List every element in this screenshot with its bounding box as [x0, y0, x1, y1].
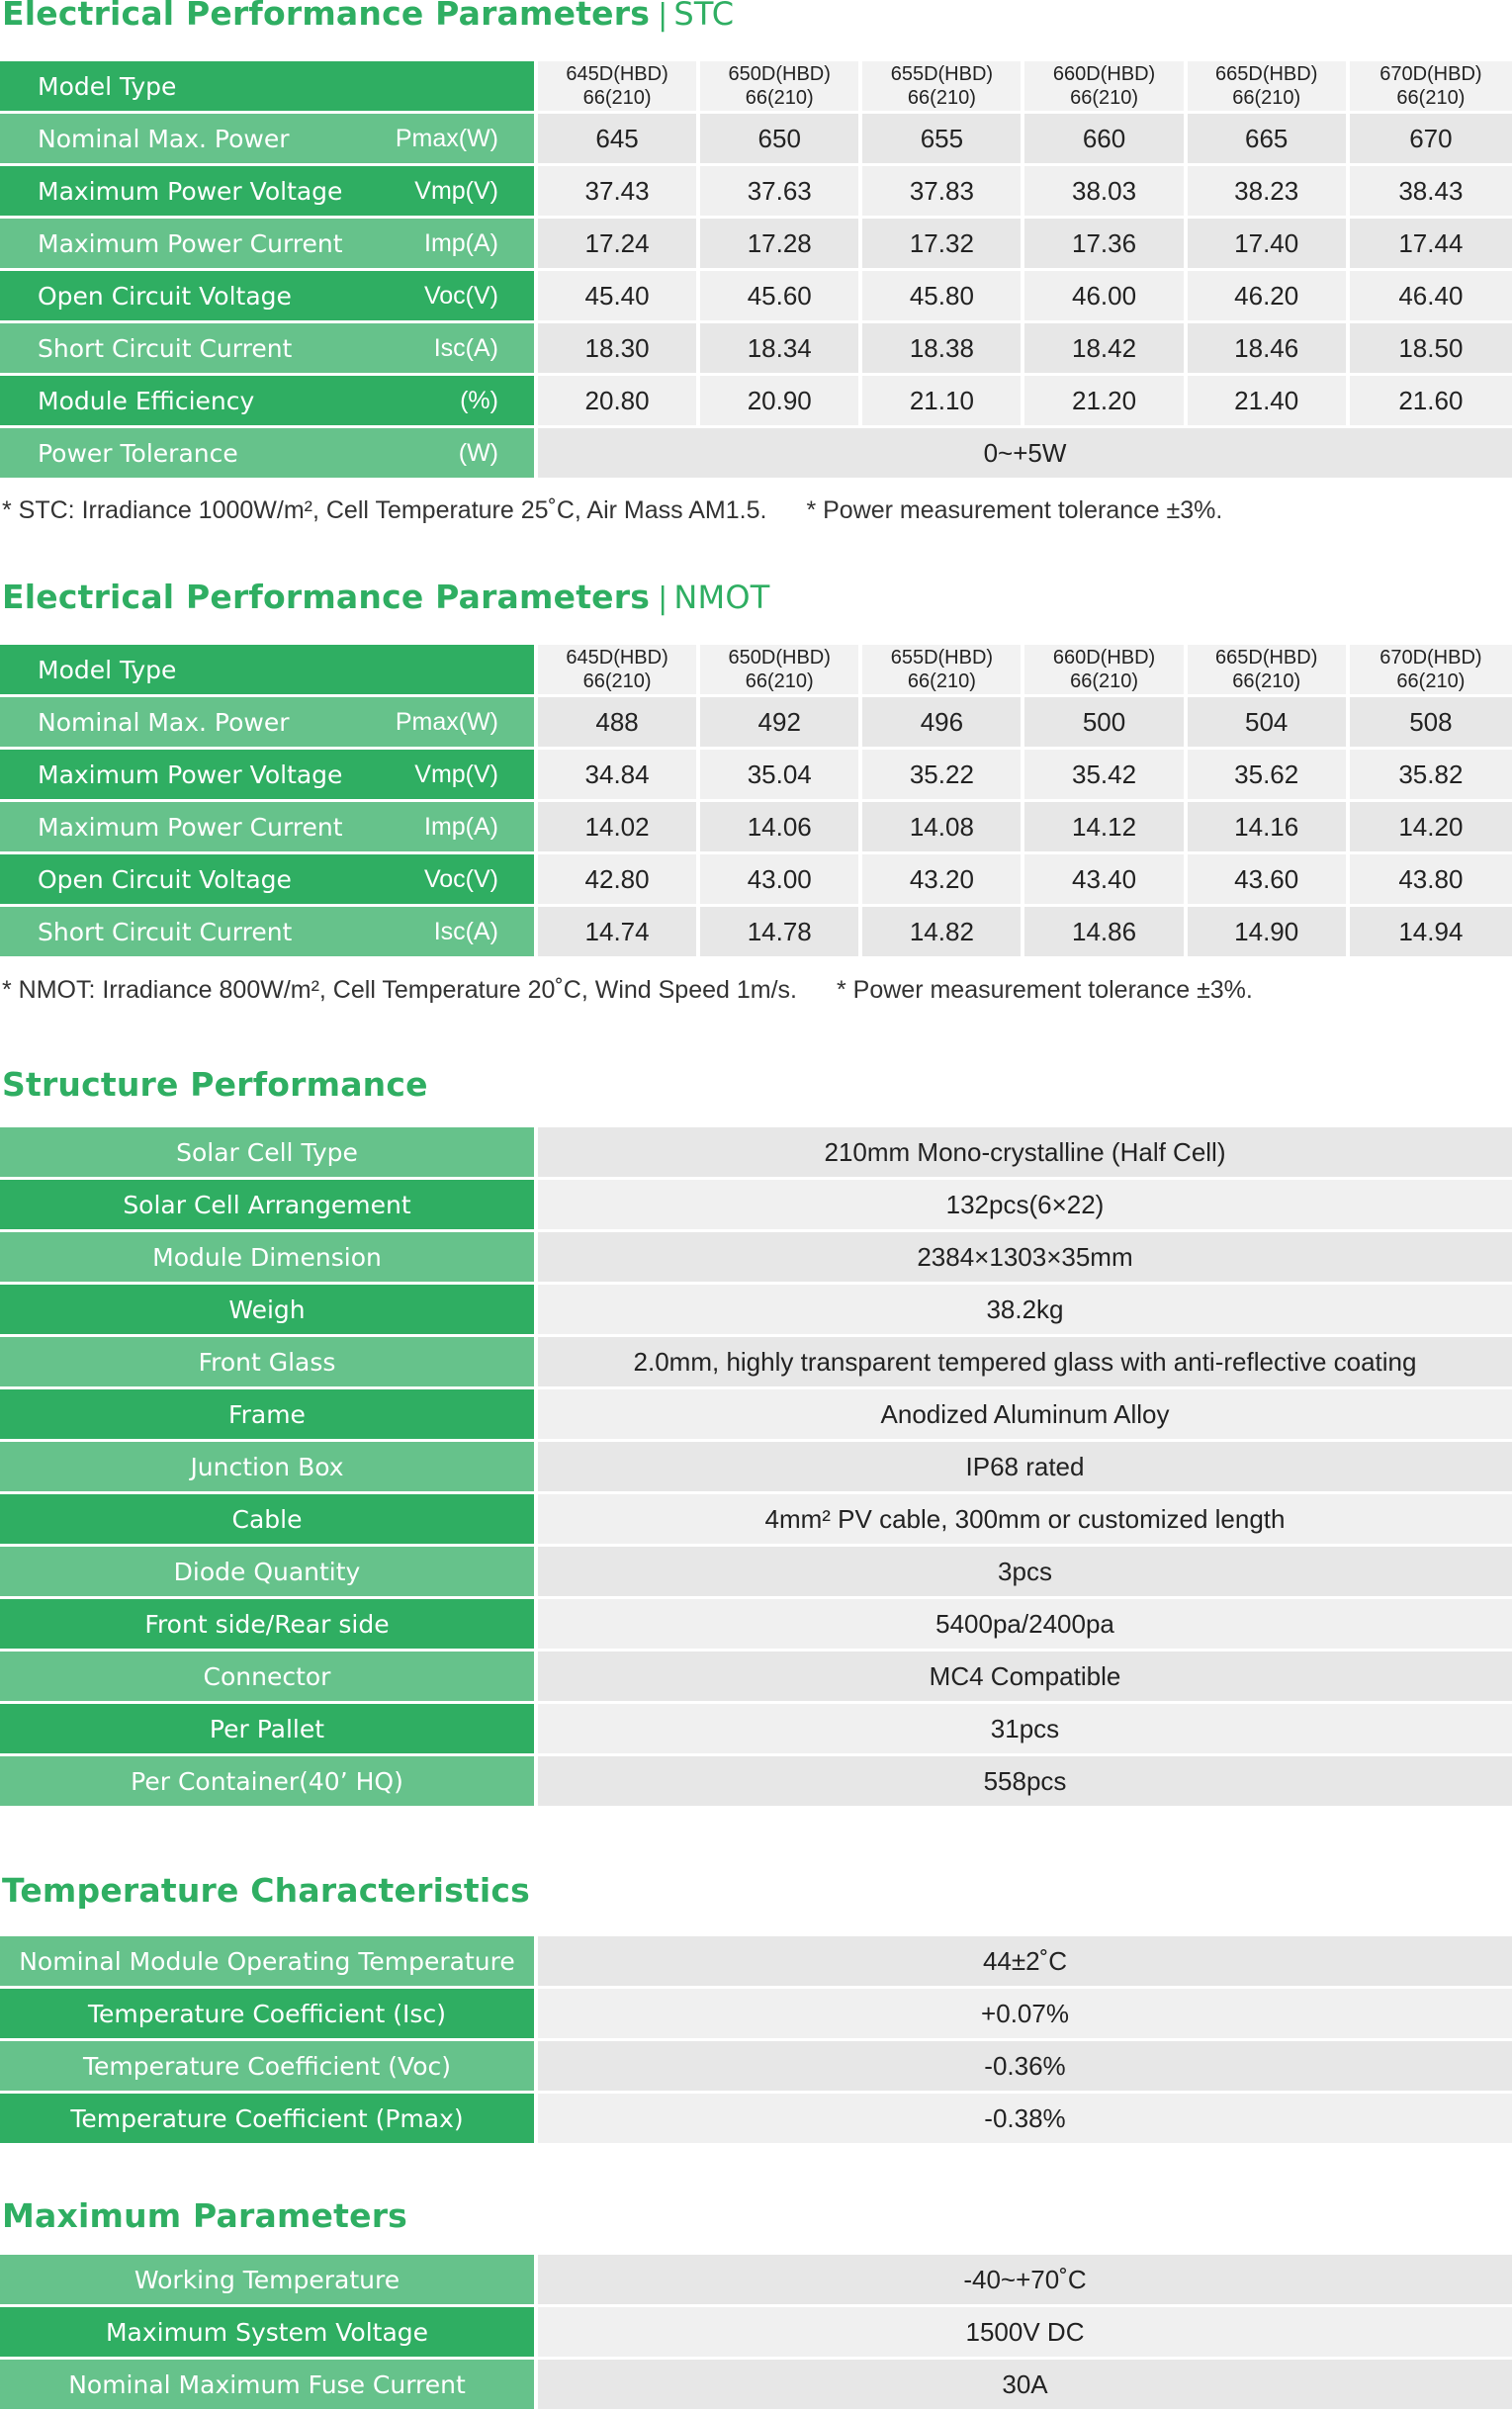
- param-label-wrap: [0, 229, 534, 258]
- structure-label-cell: Frame: [0, 1389, 538, 1442]
- param-value-cell: 18.50: [1350, 323, 1512, 376]
- tolerance-value-cell: 0~+5W: [538, 428, 1512, 481]
- structure-row: [0, 1389, 1512, 1442]
- structure-title-text: Structure Performance: [2, 1065, 428, 1104]
- structure-value-cell: IP68 rated: [538, 1442, 1512, 1494]
- model-name-cell: [1350, 61, 1512, 114]
- nmot-note-tolerance: * Power measurement tolerance ±3%.: [837, 976, 1253, 1004]
- model-name-line2: 66(210): [1396, 670, 1466, 692]
- structure-row: [0, 1232, 1512, 1285]
- param-value-cell: 38.43: [1350, 166, 1512, 219]
- param-label-wrap: [0, 760, 534, 789]
- param-row: [0, 750, 1512, 802]
- param-value-cell: 492: [700, 697, 862, 750]
- param-label-wrap: [0, 177, 534, 206]
- model-name-line2: 66(210): [1070, 670, 1139, 692]
- stc-section-title: Electrical Performance Parameters | STC: [2, 0, 734, 33]
- param-label-wrap: [0, 387, 534, 415]
- param-label-wrap: [0, 334, 534, 363]
- param-row: [0, 166, 1512, 219]
- param-unit: Imp(A): [424, 228, 498, 257]
- structure-value-cell: 558pcs: [538, 1756, 1512, 1809]
- param-row: [0, 854, 1512, 907]
- param-value-cell: 645: [538, 114, 700, 166]
- param-value-cell: 43.60: [1188, 854, 1350, 907]
- param-label: Maximum Power Current: [38, 228, 343, 258]
- param-value-cell: 45.40: [538, 271, 700, 323]
- model-name-cell: [700, 61, 862, 114]
- maximum-row: [0, 2307, 1512, 2360]
- maximum-value-cell: 1500V DC: [538, 2307, 1512, 2360]
- param-row: [0, 376, 1512, 428]
- structure-label-cell: Solar Cell Arrangement: [0, 1180, 538, 1232]
- param-value-cell: 504: [1188, 697, 1350, 750]
- model-name-cell: [1350, 645, 1512, 697]
- structure-row: [0, 1547, 1512, 1599]
- param-label: Open Circuit Voltage: [38, 864, 292, 894]
- param-value-cell: 21.20: [1024, 376, 1187, 428]
- param-value-cell: 46.00: [1024, 271, 1187, 323]
- structure-row: [0, 1180, 1512, 1232]
- param-value-cell: 21.60: [1350, 376, 1512, 428]
- param-value-cell: 43.40: [1024, 854, 1187, 907]
- maximum-label-cell: Working Temperature: [0, 2255, 538, 2307]
- nmot-title-text: Electrical Performance Parameters: [2, 578, 651, 616]
- temperature-label-cell: Temperature Coefficient (Voc): [0, 2041, 538, 2094]
- nmot-tag: NMOT: [673, 579, 770, 616]
- nmot-table: [0, 645, 1512, 959]
- maximum-section-title: [2, 2196, 407, 2235]
- param-label-cell: [0, 323, 538, 376]
- param-unit: Vmp(V): [414, 176, 498, 205]
- param-label-cell: [0, 697, 538, 750]
- param-value-cell: 14.02: [538, 802, 700, 854]
- structure-row: [0, 1652, 1512, 1704]
- structure-label-cell: Cable: [0, 1494, 538, 1547]
- structure-label-cell: Per Pallet: [0, 1704, 538, 1756]
- structure-row: [0, 1494, 1512, 1547]
- param-value-cell: 508: [1350, 697, 1512, 750]
- model-name-line1: 660D(HBD): [1052, 647, 1156, 669]
- param-label-wrap: [0, 813, 534, 842]
- param-value-cell: 14.06: [700, 802, 862, 854]
- param-value-cell: 14.12: [1024, 802, 1187, 854]
- model-name-cell: [862, 645, 1024, 697]
- param-value-cell: 17.24: [538, 219, 700, 271]
- param-value-cell: 43.80: [1350, 854, 1512, 907]
- param-unit: Vmp(V): [414, 759, 498, 788]
- structure-value-cell: 4mm² PV cable, 300mm or customized length: [538, 1494, 1512, 1547]
- model-type-label: Model Type: [38, 71, 177, 101]
- tolerance-row: [0, 428, 1512, 481]
- temperature-value-cell: -0.38%: [538, 2094, 1512, 2146]
- temperature-value-cell: -0.36%: [538, 2041, 1512, 2094]
- model-name-line1: 645D(HBD): [566, 647, 668, 669]
- param-value-cell: 35.62: [1188, 750, 1350, 802]
- nmot-note: [2, 976, 1253, 1005]
- param-unit: (%): [460, 386, 498, 414]
- structure-value-cell: 2384×1303×35mm: [538, 1232, 1512, 1285]
- param-value-cell: 37.63: [700, 166, 862, 219]
- maximum-label-cell: Maximum System Voltage: [0, 2307, 538, 2360]
- param-value-cell: 17.32: [862, 219, 1024, 271]
- param-value-cell: 38.23: [1188, 166, 1350, 219]
- temperature-value-cell: +0.07%: [538, 1989, 1512, 2041]
- param-value-cell: 34.84: [538, 750, 700, 802]
- param-label-cell: [0, 114, 538, 166]
- model-type-label: Model Type: [38, 655, 177, 684]
- maximum-row: [0, 2255, 1512, 2307]
- param-value-cell: 20.90: [700, 376, 862, 428]
- param-value-cell: 35.42: [1024, 750, 1187, 802]
- param-value-cell: 17.40: [1188, 219, 1350, 271]
- param-value-cell: 500: [1024, 697, 1187, 750]
- param-value-cell: 17.44: [1350, 219, 1512, 271]
- param-label-cell: [0, 750, 538, 802]
- model-name-line2: 66(210): [582, 87, 652, 109]
- param-label: Maximum Power Voltage: [38, 176, 343, 206]
- model-type-label-wrap: [0, 72, 534, 101]
- maximum-row: [0, 2360, 1512, 2412]
- structure-label-cell: Weigh: [0, 1285, 538, 1337]
- model-type-label-cell: [0, 645, 538, 697]
- param-value-cell: 18.34: [700, 323, 862, 376]
- param-value-cell: 655: [862, 114, 1024, 166]
- param-row: [0, 114, 1512, 166]
- param-value-cell: 45.60: [700, 271, 862, 323]
- param-label-wrap: [0, 708, 534, 737]
- param-label-cell: [0, 271, 538, 323]
- model-name-line2: 66(210): [1232, 670, 1301, 692]
- param-value-cell: 14.90: [1188, 907, 1350, 959]
- model-name-cell: [862, 61, 1024, 114]
- structure-value-cell: 5400pa/2400pa: [538, 1599, 1512, 1652]
- structure-row: [0, 1599, 1512, 1652]
- temperature-title-text: Temperature Characteristics: [2, 1871, 531, 1910]
- param-label-cell: [0, 166, 538, 219]
- temperature-section-title: [2, 1871, 530, 1910]
- model-name-line1: 660D(HBD): [1052, 63, 1156, 85]
- param-value-cell: 18.30: [538, 323, 700, 376]
- param-unit: Pmax(W): [395, 124, 498, 152]
- structure-value-cell: 38.2kg: [538, 1285, 1512, 1337]
- model-name-line1: 655D(HBD): [890, 63, 994, 85]
- param-label: Open Circuit Voltage: [38, 281, 292, 311]
- param-label: Nominal Max. Power: [38, 124, 290, 153]
- param-row: [0, 697, 1512, 750]
- param-value-cell: 35.82: [1350, 750, 1512, 802]
- param-value-cell: 496: [862, 697, 1024, 750]
- stc-note-conditions: * STC: Irradiance 1000W/m², Cell Temperature 25˚C, Air Mass AM1.5.: [2, 496, 767, 524]
- temperature-value-cell: 44±2˚C: [538, 1936, 1512, 1989]
- stc-title-text: Electrical Performance Parameters: [2, 0, 651, 33]
- stc-note: [2, 496, 1222, 525]
- param-label: Module Efficiency: [38, 386, 255, 415]
- param-unit: Pmax(W): [395, 707, 498, 736]
- maximum-value-cell: 30A: [538, 2360, 1512, 2412]
- model-name-line2: 66(210): [907, 670, 976, 692]
- param-value-cell: 488: [538, 697, 700, 750]
- param-value-cell: 17.36: [1024, 219, 1187, 271]
- temperature-row: [0, 1989, 1512, 2041]
- param-value-cell: 14.74: [538, 907, 700, 959]
- param-value-cell: 37.43: [538, 166, 700, 219]
- param-value-cell: 670: [1350, 114, 1512, 166]
- param-value-cell: 650: [700, 114, 862, 166]
- param-unit: Isc(A): [433, 333, 498, 362]
- param-value-cell: 42.80: [538, 854, 700, 907]
- model-name-cell: [538, 645, 700, 697]
- structure-label-cell: Module Dimension: [0, 1232, 538, 1285]
- structure-section-title: [2, 1065, 428, 1104]
- structure-label-cell: Junction Box: [0, 1442, 538, 1494]
- param-value-cell: 37.83: [862, 166, 1024, 219]
- param-value-cell: 14.82: [862, 907, 1024, 959]
- model-name-line1: 665D(HBD): [1215, 63, 1318, 85]
- model-name-line1: 650D(HBD): [728, 63, 831, 85]
- param-value-cell: 14.86: [1024, 907, 1187, 959]
- param-label-cell: [0, 219, 538, 271]
- nmot-section-title: Electrical Performance Parameters | NMOT: [2, 578, 770, 616]
- model-name-line2: 66(210): [1396, 87, 1466, 109]
- param-label: Maximum Power Current: [38, 812, 343, 842]
- model-name-cell: [1024, 61, 1187, 114]
- temperature-label-cell: Nominal Module Operating Temperature: [0, 1936, 538, 1989]
- param-row: [0, 323, 1512, 376]
- param-value-cell: 18.42: [1024, 323, 1187, 376]
- structure-value-cell: 210mm Mono-crystalline (Half Cell): [538, 1127, 1512, 1180]
- param-value-cell: 43.00: [700, 854, 862, 907]
- param-unit: Imp(A): [424, 812, 498, 841]
- param-value-cell: 14.78: [700, 907, 862, 959]
- structure-label-cell: Per Container(40’ HQ): [0, 1756, 538, 1809]
- param-label-cell: [0, 376, 538, 428]
- param-row: [0, 802, 1512, 854]
- param-label: Short Circuit Current: [38, 917, 293, 946]
- temperature-row: [0, 2094, 1512, 2146]
- stc-tag: STC: [673, 0, 735, 33]
- structure-row: [0, 1337, 1512, 1389]
- param-label-wrap: [0, 918, 534, 946]
- param-value-cell: 21.40: [1188, 376, 1350, 428]
- model-name-line1: 670D(HBD): [1379, 647, 1482, 669]
- param-value-cell: 21.10: [862, 376, 1024, 428]
- param-value-cell: 18.38: [862, 323, 1024, 376]
- structure-row: [0, 1756, 1512, 1809]
- param-value-cell: 35.04: [700, 750, 862, 802]
- structure-value-cell: 2.0mm, highly transparent tempered glass with anti-reflective coating: [538, 1337, 1512, 1389]
- param-value-cell: 660: [1024, 114, 1187, 166]
- param-value-cell: 14.16: [1188, 802, 1350, 854]
- param-value-cell: 14.94: [1350, 907, 1512, 959]
- param-label: Maximum Power Voltage: [38, 759, 343, 789]
- temperature-label-cell: Temperature Coefficient (Isc): [0, 1989, 538, 2041]
- model-name-line2: 66(210): [745, 670, 814, 692]
- param-unit: Isc(A): [433, 917, 498, 945]
- model-name-line2: 66(210): [582, 670, 652, 692]
- structure-value-cell: Anodized Aluminum Alloy: [538, 1389, 1512, 1442]
- structure-label-cell: Solar Cell Type: [0, 1127, 538, 1180]
- temperature-row: [0, 2041, 1512, 2094]
- stc-table: [0, 61, 1512, 481]
- structure-label-cell: Front Glass: [0, 1337, 538, 1389]
- param-label-wrap: [0, 125, 534, 153]
- model-name-line2: 66(210): [1070, 87, 1139, 109]
- tolerance-label: Power Tolerance: [38, 438, 238, 468]
- structure-row: [0, 1285, 1512, 1337]
- maximum-title-text: Maximum Parameters: [2, 2196, 408, 2235]
- maximum-table: [0, 2255, 1512, 2412]
- model-type-label-cell: [0, 61, 538, 114]
- structure-value-cell: 132pcs(6×22): [538, 1180, 1512, 1232]
- tolerance-unit: (W): [458, 438, 498, 467]
- model-name-cell: [1188, 61, 1350, 114]
- structure-label-cell: Connector: [0, 1652, 538, 1704]
- stc-note-tolerance: * Power measurement tolerance ±3%.: [806, 496, 1223, 524]
- temperature-table: [0, 1936, 1512, 2146]
- model-name-line1: 645D(HBD): [566, 63, 668, 85]
- param-row: [0, 907, 1512, 959]
- param-value-cell: 38.03: [1024, 166, 1187, 219]
- structure-value-cell: 31pcs: [538, 1704, 1512, 1756]
- param-label: Short Circuit Current: [38, 333, 293, 363]
- temperature-label-cell: Temperature Coefficient (Pmax): [0, 2094, 538, 2146]
- structure-row: [0, 1442, 1512, 1494]
- temperature-row: [0, 1936, 1512, 1989]
- param-value-cell: 35.22: [862, 750, 1024, 802]
- nmot-note-conditions: * NMOT: Irradiance 800W/m², Cell Temperature 20˚C, Wind Speed 1m/s.: [2, 976, 797, 1004]
- param-unit: Voc(V): [423, 864, 498, 893]
- param-unit: Voc(V): [423, 281, 498, 310]
- model-type-label-wrap: [0, 656, 534, 684]
- maximum-value-cell: -40~+70˚C: [538, 2255, 1512, 2307]
- param-label-cell: [0, 802, 538, 854]
- param-value-cell: 43.20: [862, 854, 1024, 907]
- param-value-cell: 17.28: [700, 219, 862, 271]
- model-name-line1: 650D(HBD): [728, 647, 831, 669]
- model-name-line1: 655D(HBD): [890, 647, 994, 669]
- model-name-line1: 665D(HBD): [1215, 647, 1318, 669]
- model-name-line1: 670D(HBD): [1379, 63, 1482, 85]
- param-label-cell: [0, 854, 538, 907]
- param-row: [0, 271, 1512, 323]
- tolerance-label-cell: [0, 428, 538, 481]
- model-header-row: [0, 61, 1512, 114]
- param-label-cell: [0, 907, 538, 959]
- structure-value-cell: MC4 Compatible: [538, 1652, 1512, 1704]
- model-name-cell: [1188, 645, 1350, 697]
- param-value-cell: 14.08: [862, 802, 1024, 854]
- structure-label-cell: Front side/Rear side: [0, 1599, 538, 1652]
- structure-row: [0, 1704, 1512, 1756]
- tolerance-label-wrap: [0, 439, 534, 468]
- param-value-cell: 46.40: [1350, 271, 1512, 323]
- param-row: [0, 219, 1512, 271]
- param-value-cell: 20.80: [538, 376, 700, 428]
- param-value-cell: 45.80: [862, 271, 1024, 323]
- structure-value-cell: 3pcs: [538, 1547, 1512, 1599]
- param-value-cell: 18.46: [1188, 323, 1350, 376]
- param-label-wrap: [0, 282, 534, 311]
- structure-table: [0, 1127, 1512, 1809]
- model-name-cell: [700, 645, 862, 697]
- model-name-cell: [1024, 645, 1187, 697]
- param-label: Nominal Max. Power: [38, 707, 290, 737]
- model-header-row: [0, 645, 1512, 697]
- model-name-line2: 66(210): [907, 87, 976, 109]
- param-value-cell: 665: [1188, 114, 1350, 166]
- param-value-cell: 46.20: [1188, 271, 1350, 323]
- model-name-line2: 66(210): [1232, 87, 1301, 109]
- model-name-line2: 66(210): [745, 87, 814, 109]
- maximum-label-cell: Nominal Maximum Fuse Current: [0, 2360, 538, 2412]
- param-label-wrap: [0, 865, 534, 894]
- param-value-cell: 14.20: [1350, 802, 1512, 854]
- structure-row: [0, 1127, 1512, 1180]
- model-name-cell: [538, 61, 700, 114]
- structure-label-cell: Diode Quantity: [0, 1547, 538, 1599]
